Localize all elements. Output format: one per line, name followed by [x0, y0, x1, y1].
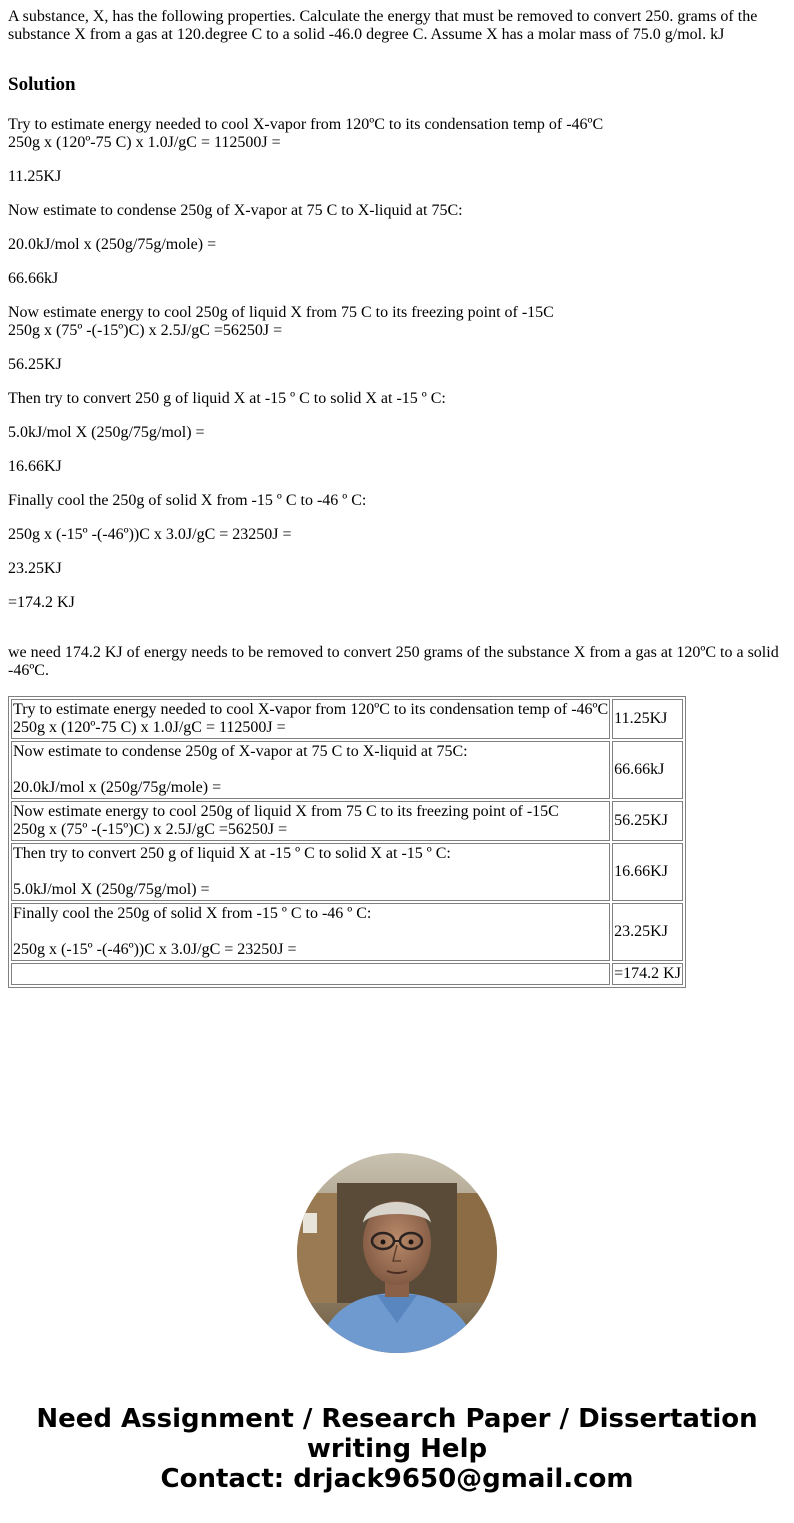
step-2-result: 66.66kJ — [8, 270, 59, 287]
table-cell-result: 23.25KJ — [612, 903, 683, 961]
step-4-formula: 5.0kJ/mol X (250g/75g/mol) = — [8, 424, 205, 441]
step-3-result: 56.25KJ — [8, 356, 62, 373]
table-cell-result: 11.25KJ — [612, 699, 683, 739]
table-row-total — [11, 963, 683, 985]
step-2-formula: 20.0kJ/mol x (250g/75g/mole) = — [8, 236, 217, 253]
promo-footer — [0, 1404, 794, 1494]
step-1-formula: 250g x (120º-75 C) x 1.0J/gC = 112500J = — [8, 134, 281, 151]
step-5-intro: Finally cool the 250g of solid X from -15 º C to -46 º C: — [8, 492, 367, 509]
steps-table — [8, 696, 686, 988]
table-cell-empty — [11, 963, 610, 985]
table-cell-description — [11, 843, 610, 901]
table-cell-description — [11, 903, 610, 961]
table-step-2-intro: Now estimate to condense 250g of X-vapor at 75 C to X-liquid at 75C: — [13, 743, 468, 760]
table-step-2-formula: 20.0kJ/mol x (250g/75g/mole) = — [13, 779, 222, 796]
step-5-result: 23.25KJ — [8, 560, 62, 577]
conclusion-text: we need 174.2 KJ of energy needs to be removed to convert 250 grams of the substance X from a gas at 120ºC to a solid -46ºC. — [8, 644, 779, 679]
table-row — [11, 741, 683, 799]
spacer — [8, 628, 786, 644]
table-cell-result: 56.25KJ — [612, 801, 683, 841]
table-step-5-intro: Finally cool the 250g of solid X from -15 º C to -46 º C: — [13, 905, 372, 922]
step-1-intro: Try to estimate energy needed to cool X-vapor from 120ºC to its condensation temp of -46ºC — [8, 116, 604, 133]
table-step-4-formula: 5.0kJ/mol X (250g/75g/mol) = — [13, 881, 210, 898]
solution-heading: Solution — [8, 74, 76, 95]
step-1 — [8, 116, 786, 152]
author-portrait-image — [297, 1153, 497, 1353]
table-step-3-formula: 250g x (75º -(-15º)C) x 2.5J/gC =56250J = — [13, 821, 288, 838]
table-cell-total: =174.2 KJ — [612, 963, 683, 985]
table-cell-result: 16.66KJ — [612, 843, 683, 901]
table-step-4-intro: Then try to convert 250 g of liquid X at -15 º C to solid X at -15 º C: — [13, 845, 451, 862]
step-2-intro: Now estimate to condense 250g of X-vapor at 75 C to X-liquid at 75C: — [8, 202, 463, 219]
step-1-result: 11.25KJ — [8, 168, 62, 185]
table-step-3-intro: Now estimate energy to cool 250g of liquid X from 75 C to its freezing point of -15C — [13, 803, 559, 820]
table-cell-description — [11, 801, 610, 841]
table-cell-description — [11, 699, 610, 739]
total-result: =174.2 KJ — [8, 594, 75, 611]
table-row — [11, 699, 683, 739]
author-avatar — [297, 1153, 497, 1353]
step-3-formula: 250g x (75º -(-15º)C) x 2.5J/gC =56250J = — [8, 322, 283, 339]
table-step-5-formula: 250g x (-15º -(-46º))C x 3.0J/gC = 23250J = — [13, 941, 297, 958]
table-step-1-intro: Try to estimate energy needed to cool X-vapor from 120ºC to its condensation temp of -46ºC — [13, 701, 609, 718]
footer-contact[interactable]: Contact: drjack9650@gmail.com — [160, 1464, 634, 1494]
step-3 — [8, 304, 786, 340]
step-5-formula: 250g x (-15º -(-46º))C x 3.0J/gC = 23250J = — [8, 526, 292, 543]
step-4-intro: Then try to convert 250 g of liquid X at -15 º C to solid X at -15 º C: — [8, 390, 446, 407]
step-3-intro: Now estimate energy to cool 250g of liquid X from 75 C to its freezing point of -15C — [8, 304, 554, 321]
footer-line-1: Need Assignment / Research Paper / Dissertation — [36, 1404, 758, 1434]
table-row — [11, 843, 683, 901]
question-text: A substance, X, has the following properties. Calculate the energy that must be removed to convert 250. grams of the substance X from a gas at 120.degree C to a solid -46.0 degree C. Assume X has a molar mass of 75.0 g/mol. kJ — [8, 8, 758, 43]
step-4-result: 16.66KJ — [8, 458, 62, 475]
table-row — [11, 801, 683, 841]
table-row — [11, 903, 683, 961]
table-cell-result: 66.66kJ — [612, 741, 683, 799]
table-cell-description — [11, 741, 610, 799]
footer-line-2: writing Help — [306, 1434, 488, 1464]
table-step-1-formula: 250g x (120º-75 C) x 1.0J/gC = 112500J = — [13, 719, 286, 736]
